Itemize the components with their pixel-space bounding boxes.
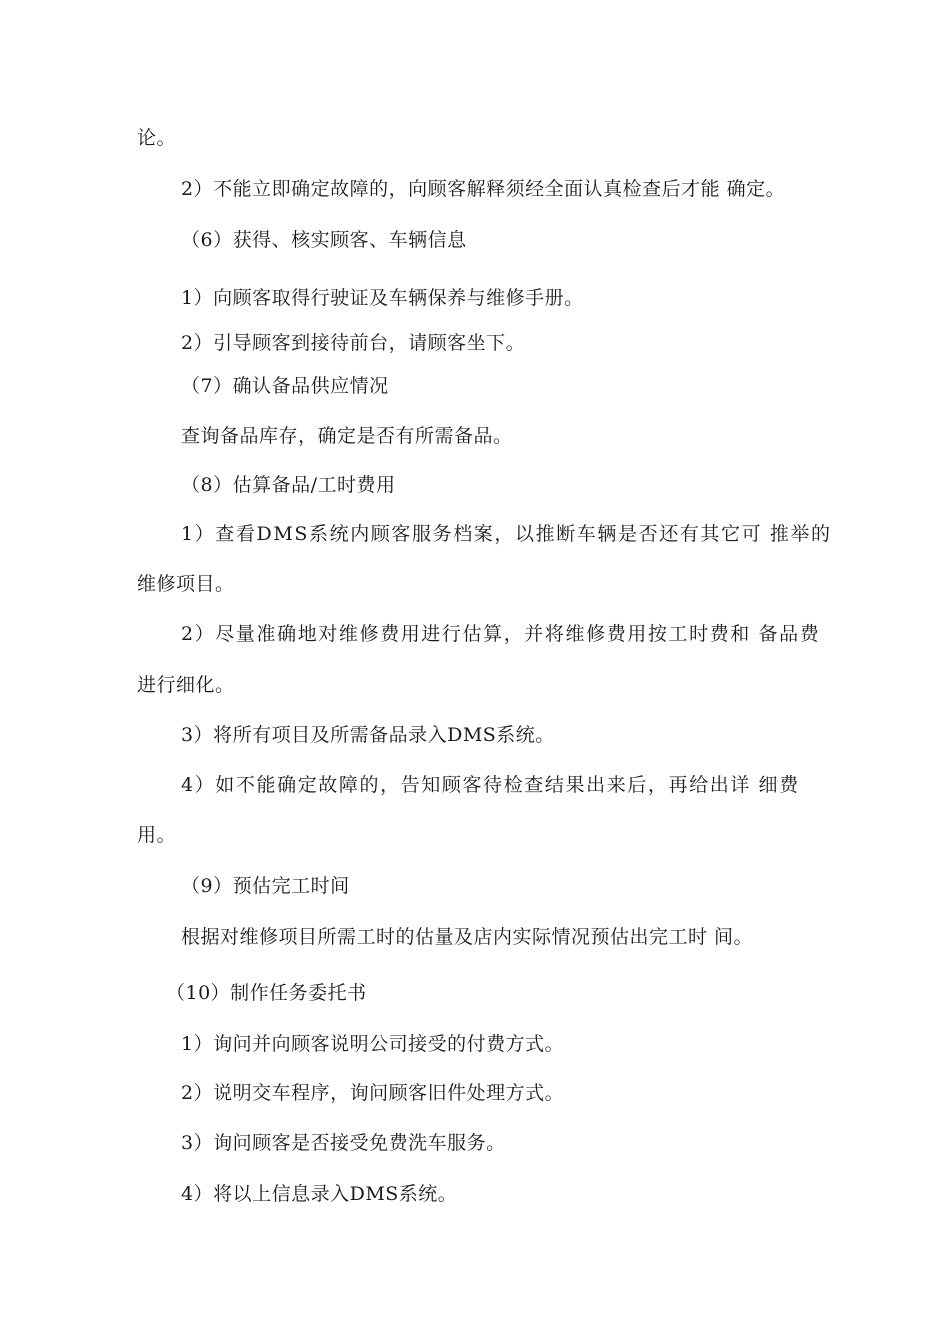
text-line-11: 2）尽量准确地对维修费用进行估算，并将维修费用按工时费和 备品费 xyxy=(181,623,821,645)
section-heading-10: （10）制作任务委托书 xyxy=(166,982,367,1004)
text-line-1: 论。 xyxy=(137,127,177,149)
section-heading-8: （8）估算备品/工时费用 xyxy=(181,474,396,496)
text-line-7: 查询备品库存，确定是否有所需备品。 xyxy=(181,425,513,447)
text-line-14: 4）如不能确定故障的，告知顾客待检查结果出来后，再给出详 细费 xyxy=(181,774,800,796)
section-heading-7: （7）确认备品供应情况 xyxy=(181,375,389,397)
text-line-20: 2）说明交车程序，询问顾客旧件处理方式。 xyxy=(181,1082,565,1104)
text-line-17: 根据对维修项目所需工时的估量及店内实际情况预估出完工时 间。 xyxy=(181,926,754,948)
text-line-12: 进行细化。 xyxy=(137,674,235,696)
text-line-2: 2）不能立即确定故障的，向顾客解释须经全面认真检查后才能 确定。 xyxy=(181,178,786,200)
text-line-15: 用。 xyxy=(137,824,177,846)
text-line-4: 1）向顾客取得行驶证及车辆保养与维修手册。 xyxy=(181,287,584,309)
section-heading-6: （6）获得、核实顾客、车辆信息 xyxy=(181,229,467,251)
text-line-13: 3）将所有项目及所需备品录入DMS系统。 xyxy=(181,724,555,746)
text-line-19: 1）询问并向顾客说明公司接受的付费方式。 xyxy=(181,1033,565,1055)
text-line-10: 维修项目。 xyxy=(137,573,235,595)
section-heading-9: （9）预估完工时间 xyxy=(181,875,350,897)
text-line-5: 2）引导顾客到接待前台，请顾客坐下。 xyxy=(181,332,526,354)
text-line-9: 1）查看DMS系统内顾客服务档案，以推断车辆是否还有其它可 推举的 xyxy=(181,523,832,545)
text-line-22: 4）将以上信息录入DMS系统。 xyxy=(181,1183,458,1205)
text-line-21: 3）询问顾客是否接受免费洗车服务。 xyxy=(181,1132,506,1154)
